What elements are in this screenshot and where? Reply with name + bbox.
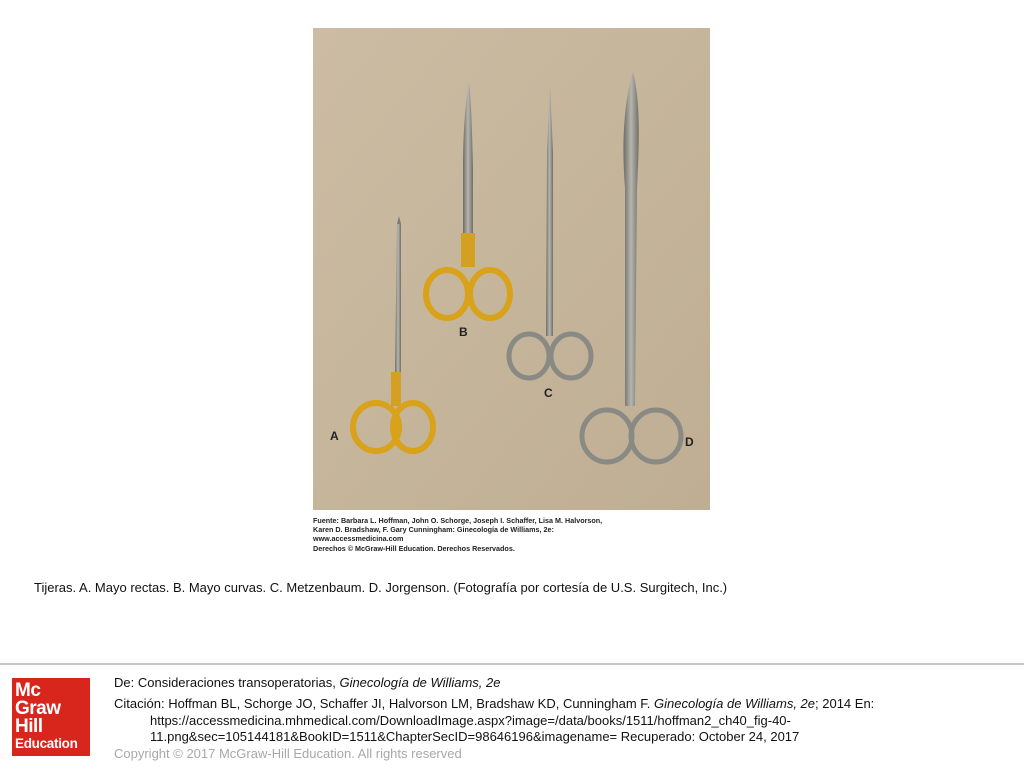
- scissors-photo: [313, 28, 710, 510]
- logo-text: Graw: [15, 698, 61, 719]
- label-a: A: [330, 429, 339, 443]
- logo-text: Mc: [15, 680, 41, 701]
- figure-caption: Tijeras. A. Mayo rectas. B. Mayo curvas. C. Metzenbaum. D. Jorgenson. (Fotografía por cortesía de U.S. Surgitech, Inc.): [34, 580, 728, 595]
- source-line: www.accessmedicina.com: [313, 534, 404, 544]
- citation-title: Ginecología de Williams, 2e: [654, 696, 816, 711]
- source-chapter: [114, 675, 500, 690]
- citation-url: https://accessmedicina.mhmedical.com/DownloadImage.aspx?image=/data/books/1511/hoffman2_ch40_fig-40-: [150, 712, 791, 728]
- label-b: B: [459, 325, 468, 339]
- citation-suffix: ; 2014 En:: [815, 696, 875, 711]
- label-d: D: [685, 435, 694, 449]
- citation: [114, 696, 1004, 746]
- citation-url-continued: 11.png&sec=105144181&BookID=1511&ChapterSecID=98646196&imagename= Recuperado: October 24, 2017: [150, 729, 800, 744]
- mcgraw-hill-logo: [12, 678, 90, 756]
- logo-text: Education: [15, 736, 78, 751]
- source-credit: [313, 516, 710, 562]
- logo-text: Hill: [15, 716, 43, 737]
- figure: [313, 28, 710, 562]
- copyright: Copyright © 2017 McGraw-Hill Education. All rights reserved: [114, 746, 462, 761]
- book-title: Ginecología de Williams, 2e: [339, 675, 501, 690]
- citation-prefix: Citación: Hoffman BL, Schorge JO, Schaffer JI, Halvorson LM, Bradshaw KD, Cunningham F.: [114, 696, 654, 711]
- source-line: Karen D. Bradshaw, F. Gary Cunningham: Ginecología de Williams, 2e:: [313, 525, 554, 535]
- source-line: Fuente: Barbara L. Hoffman, John O. Schorge, Joseph I. Schaffer, Lisa M. Halvorson,: [313, 516, 603, 525]
- divider: [0, 663, 1024, 665]
- from-prefix: De: Consideraciones transoperatorias,: [114, 675, 340, 690]
- source-line: Derechos © McGraw-Hill Education. Derechos Reservados.: [313, 543, 515, 553]
- label-c: C: [544, 386, 553, 400]
